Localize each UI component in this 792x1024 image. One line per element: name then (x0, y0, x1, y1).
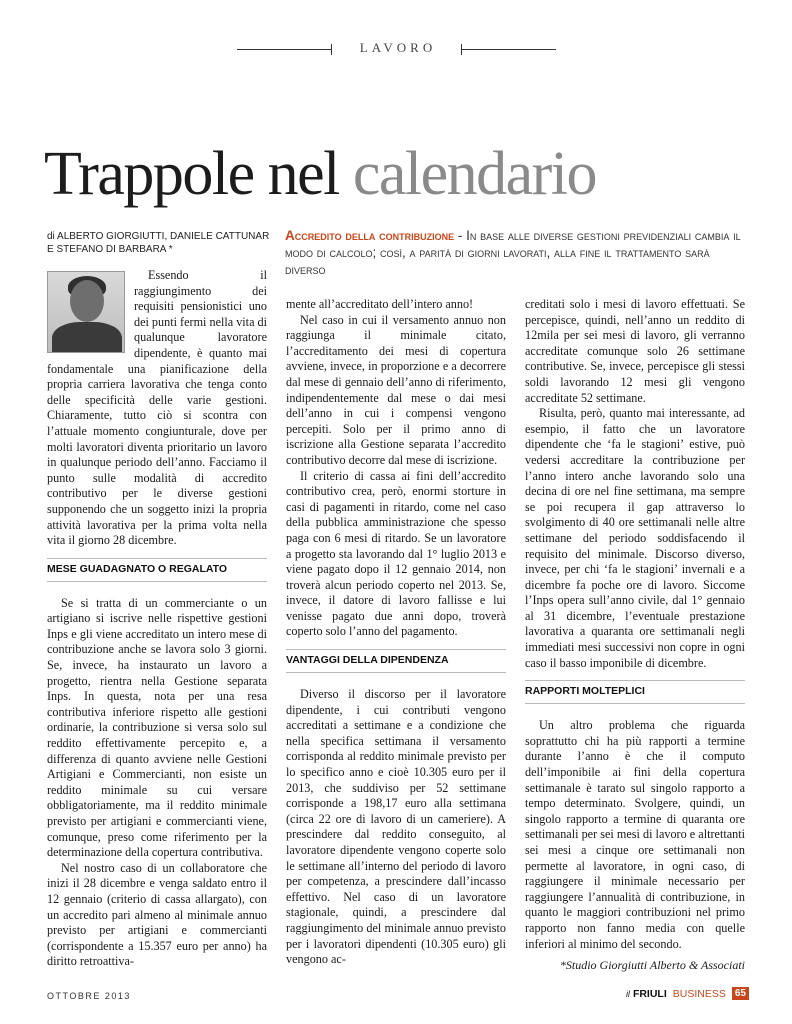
deck (285, 227, 750, 278)
column-2 (286, 297, 506, 968)
col1-paragraph-1-text: Essendo il raggiungimento dei requisiti pensionistici uno dei punti fermi nella vita di qualunque lavoratore dipendente, è quanto mai fondamentale una pianificazione della propria carriera lavorativa che tenga conto delle specificità delle varie gestioni. Chiaramente, tutto ciò si scontra con l’attuale momento congiunturale, dove per molti lavoratori diventa prioritario un lavoro in qualunque periodo dell’anno. Facciamo il punto sulle modalità di accredito contributivo per le diverse gestioni supponendo che un soggetto inizi la propria attività lavorativa per la prima volta nella vita il giorno 28 dicembre. (47, 268, 268, 548)
photo-body (52, 322, 122, 353)
deck-separator: - (454, 228, 467, 243)
col1-paragraph-1 (47, 268, 267, 549)
byline-authors-1: ALBERTO GIORGIUTTI, DANIELE CATTUNAR (57, 231, 270, 242)
headline-part-2: calendario (352, 140, 597, 208)
column-3 (525, 297, 745, 974)
col2-paragraph-1: mente all’accreditato dell’intero anno! (286, 297, 474, 311)
brand-il: il (625, 988, 630, 999)
column-1 (47, 268, 267, 970)
col2-paragraph-4: Diverso il discorso per il lavoratore dipendente, i cui contributi vengono accreditati a settimane e a condizione che nella specifica settimana il versamento corrisponda al reddito minimale previsto per lo specifico anno e cioè 10.305 euro per il 2013, che suddiviso per 52 settimane corrisponde a 198,17 euro alla settimana (circa 22 ore di lavoro di un cameriere). A prescindere dal reddito conseguito, al lavoratore dipendente vengono coperte solo le settimane all’interno del periodo di lavoro per competenza, a prescindere dall’incasso effettivo. Nel caso di un lavoratore stagionale, quindi, a prescindere dal raggiungimento del minimale annuo previsto per i lavoratori dipendenti (10.305 euro) gli vengono ac- (286, 687, 506, 967)
author-credit: *Studio Giorgiutti Alberto & Associati (559, 958, 745, 973)
byline (47, 230, 277, 256)
page-number: 65 (732, 987, 749, 1000)
deck-kicker: Accredito della contribuzione (285, 228, 455, 243)
col3-paragraph-3: Un altro problema che riguarda soprattutto chi ha più rapporti a termine durante l’anno è che il computo dell’imponibile ai fini della copertura settimanale è tarato sul singolo rapporto a tempo determinato. Svolgere, quindi, un singolo rapporto a termine di quaranta ore settimanali per sei mesi di lavoro e altrettanti sei mesi a cinque ore settimanali non permette al lavoratore, in ogni caso, di raggiungere il minimale necessario per raggiungere l’annualità di contribuzione, in quanto le maggiori contribuzioni nel primo rapporto non fanno media con quelle inferiori al minimo del secondo. (525, 718, 745, 951)
col2-paragraph-2: Nel caso in cui il versamento annuo non raggiunga il minimale citato, l’accreditamento dei mesi di copertura avviene, invece, in proporzione e a decorrere dal mese di gennaio dell’anno di riferimento, indipendentemente dal mese o dai mesi dell’anno in cui i compensi vengono percepiti. Solo per il primo anno di iscrizione alla Gestione separata l’accredito contributivo decorre dal mese di iscrizione. (286, 312, 506, 467)
col1-paragraph-2: Se si tratta di un commerciante o un artigiano si iscrive nelle rispettive gestioni Inps e gli viene accreditato un intero mese di contribuzione anche se lavora solo 3 giorni. Se, invece, ha instaurato un lavoro a progetto, rientra nella Gestione separata Inps. In questa, nota per una resa contributiva inferiore rispetto alle gestioni ordinarie, la contribuzione si versa solo sul reddito effettivamente percepito e, a differenza di quanto avviene nelle Gestioni Artigiani e Commercianti, non esiste un reddito minimale su cui versare obbligatoriamente, ma il reddito minimale previsto per artigiani e commercianti viene, comunque, preso come riferimento per la determinazione della copertura contributiva. (47, 595, 267, 860)
brand-business: BUSINESS (672, 987, 726, 1000)
byline-prefix: di (47, 231, 55, 242)
subhead-mese: MESE GUADAGNATO O REGALATO (47, 558, 267, 582)
subhead-rapporti: RAPPORTI MOLTEPLICI (525, 680, 745, 704)
col3-paragraph-1: creditati solo i mesi di lavoro effettuati. Se percepisce, quindi, nell’anno un reddito di 12mila per sei mesi di lavoro, gli verranno accreditate comunque solo 26 settimane contributive. Se, invece, percepisce gli stessi soldi lavorando 12 mesi gli vengono accreditate 52 settimane. (525, 297, 745, 405)
brand-friuli: FRIULI (632, 987, 667, 1000)
col2-paragraph-3: Il criterio di cassa ai fini dell’accredito contributivo crea, però, enormi storture in casi di pagamenti in ritardo, come nel caso della pubblica amministrazione che spesso paga con 6 mesi di ritardo. Se un lavoratore a progetto sta lavorando dal 1° luglio 2013 e viene pagato dopo il 12 gennaio 2014, non troverà alcun periodo coperto nel 2013. Se, invece, il datore di lavoro fallisse e lui venisse pagato due anni dopo, troverà coperto solo l’anno del pagamento. (286, 468, 506, 639)
col3-paragraph-2: Risulta, però, quanto mai interessante, ad esempio, il fatto che un lavoratore dipendente che ‘fa le stagioni’ estive, può vedersi accreditare la contribuzione per l’anno intero anche lavorando solo una decina di ore nel fine settimana, ma sempre se poi recupera il gap attraverso lo svolgimento di 40 ore settimanali nelle altre settimane del periodo soddisfacendo il requisito del minimale. Discorso diverso, invece, per chi ‘fa le stagioni’ invernali e a dicembre fa poche ore di lavoro. Siccome l’Inps opera sull’anno civile, dal 1° gennaio al 31 dicembre, l’eventuale prestazione lavorativa a quaranta ore settimanali negli immediati mesi successivi non copre in ogni caso il basso imponibile di dicembre. (525, 406, 745, 670)
footer-brand (626, 987, 749, 1000)
section-tick-left (331, 44, 332, 55)
footer-date: OTTOBRE 2013 (47, 991, 131, 1001)
headline-part-1: Trappole nel (44, 140, 339, 208)
headline (44, 138, 596, 210)
section-rule-left (237, 49, 331, 50)
section-rule-right (462, 49, 556, 50)
deck-text: In base alle diverse gestioni previdenziali cambia il modo di calcolo; così, a parità di giorni lavorati, alla fine il trattamento sarà diverso (285, 228, 741, 277)
photo-head (70, 280, 104, 322)
byline-authors-2: E STEFANO DI BARBARA * (47, 244, 173, 255)
col1-paragraph-3: Nel nostro caso di un collaboratore che inizi il 28 dicembre e venga saldato entro il 12 gennaio (criterio di cassa allargato), con un accredito pari almeno al minimale annuo previsto per artigiani e commercianti (corrispondente a 15.357 euro per anno) ha diritto retroattiva- (47, 860, 267, 969)
author-photo (47, 271, 125, 353)
section-label: LAVORO (359, 40, 437, 55)
subhead-vantaggi: VANTAGGI DELLA DIPENDENZA (286, 649, 506, 673)
